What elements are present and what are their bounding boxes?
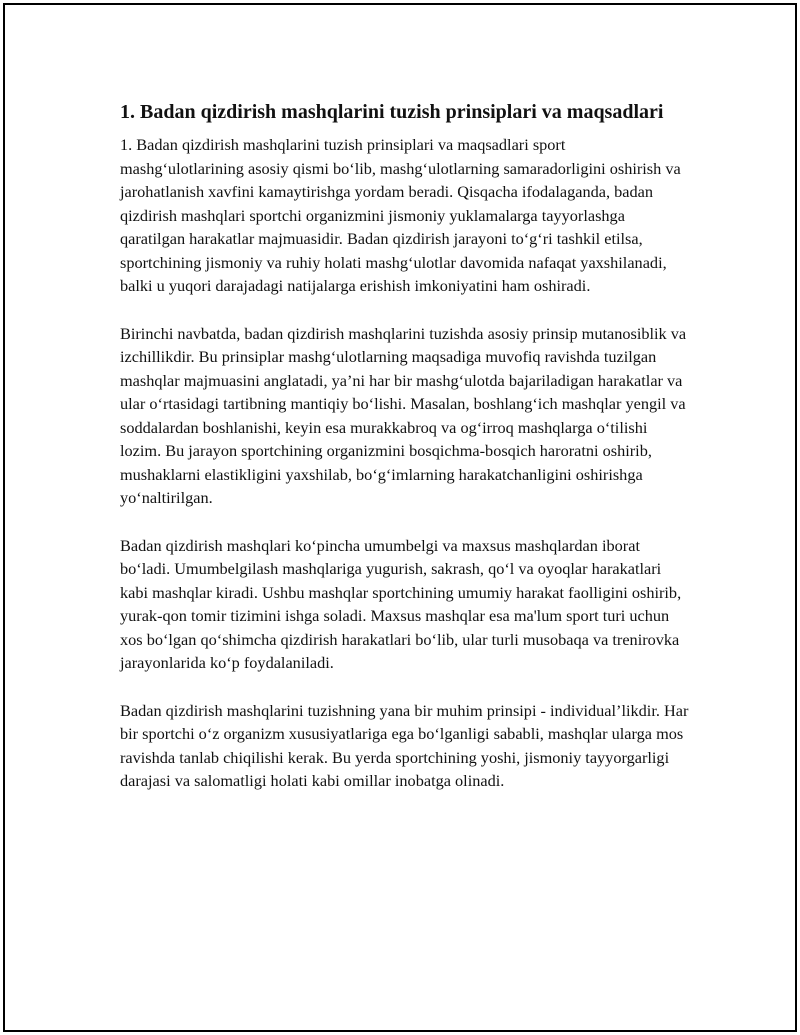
document-page (3, 3, 797, 1032)
paragraph-3: Badan qizdirish mashqlari ko‘pincha umumbelgi va maxsus mashqlardan iborat bo‘ladi. Umumbelgilash mashqlariga yugurish, sakrash, qo‘l va oyoqlar harakatlari kabi mashqlar kiradi. Ushbu mashqlar sportchining umumiy harakat faolligini oshirib, yurak-qon tomir tizimini ishga soladi. Maxsus mashqlar esa ma'lum sport turi uchun xos bo‘lgan qo‘shimcha qizdirish harakatlari bo‘lib, ular turli musobaqa va trenirovka jarayonlarida ko‘p foydalaniladi. (120, 535, 682, 672)
paragraph-1: 1. Badan qizdirish mashqlarini tuzish prinsiplari va maqsadlari sport mashg‘ulotlarining asosiy qismi bo‘lib, mashg‘ulotlarning samaradorligini oshirish va jarohatlanish xavfini kamaytirishga yordam beradi. Qisqacha ifodalaganda, badan qizdirish mashqlari sportchi organizmini jismoniy yuklamalarga tayyorlashga qaratilgan harakatlar majmuasidir. Badan qizdirish jarayoni to‘g‘ri tashkil etilsa, sportchining jismoniy va ruhiy holati mashg‘ulotlar davomida nafaqat yaxshilanadi, balki u yuqori darajadagi natijalarga erishish imkoniyatini ham oshiradi. (120, 135, 681, 295)
document-body (120, 99, 690, 817)
section-heading: 1. Badan qizdirish mashqlarini tuzish prinsiplari va maqsadlari (120, 101, 664, 123)
paragraph-4: Badan qizdirish mashqlarini tuzishning yana bir muhim prinsipi - individual’likdir. Har bir sportchi o‘z organizm xususiyatlariga ega bo‘lganligi sababli, mashqlar ularga mos ravishda tanlab chiqilishi kerak. Bu yerda sportchining yoshi, jismoniy tayyorgarligi darajasi va salomatligi holati kabi omillar inobatga olinadi. (120, 700, 689, 790)
paragraph-2: Birinchi navbatda, badan qizdirish mashqlarini tuzishda asosiy prinsip mutanosiblik va izchillikdir. Bu prinsiplar mashg‘ulotlarning maqsadiga muvofiq ravishda tuzilgan mashqlar majmuasini anglatadi, ya’ni har bir mashg‘ulotda bajariladigan harakatlar va ular o‘rtasidagi tartibning mantiqiy bo‘lishi. Masalan, boshlang‘ich mashqlar yengil va soddalardan boshlanishi, keyin esa murakkabroq va og‘irroq mashqlarga o‘tilishi lozim. Bu jarayon sportchining organizmini bosqichma-bosqich haroratni oshirib, mushaklarni elastikligini yaxshilab, bo‘g‘imlarning harakatchanligini oshirishga yo‘naltirilgan. (120, 323, 687, 507)
